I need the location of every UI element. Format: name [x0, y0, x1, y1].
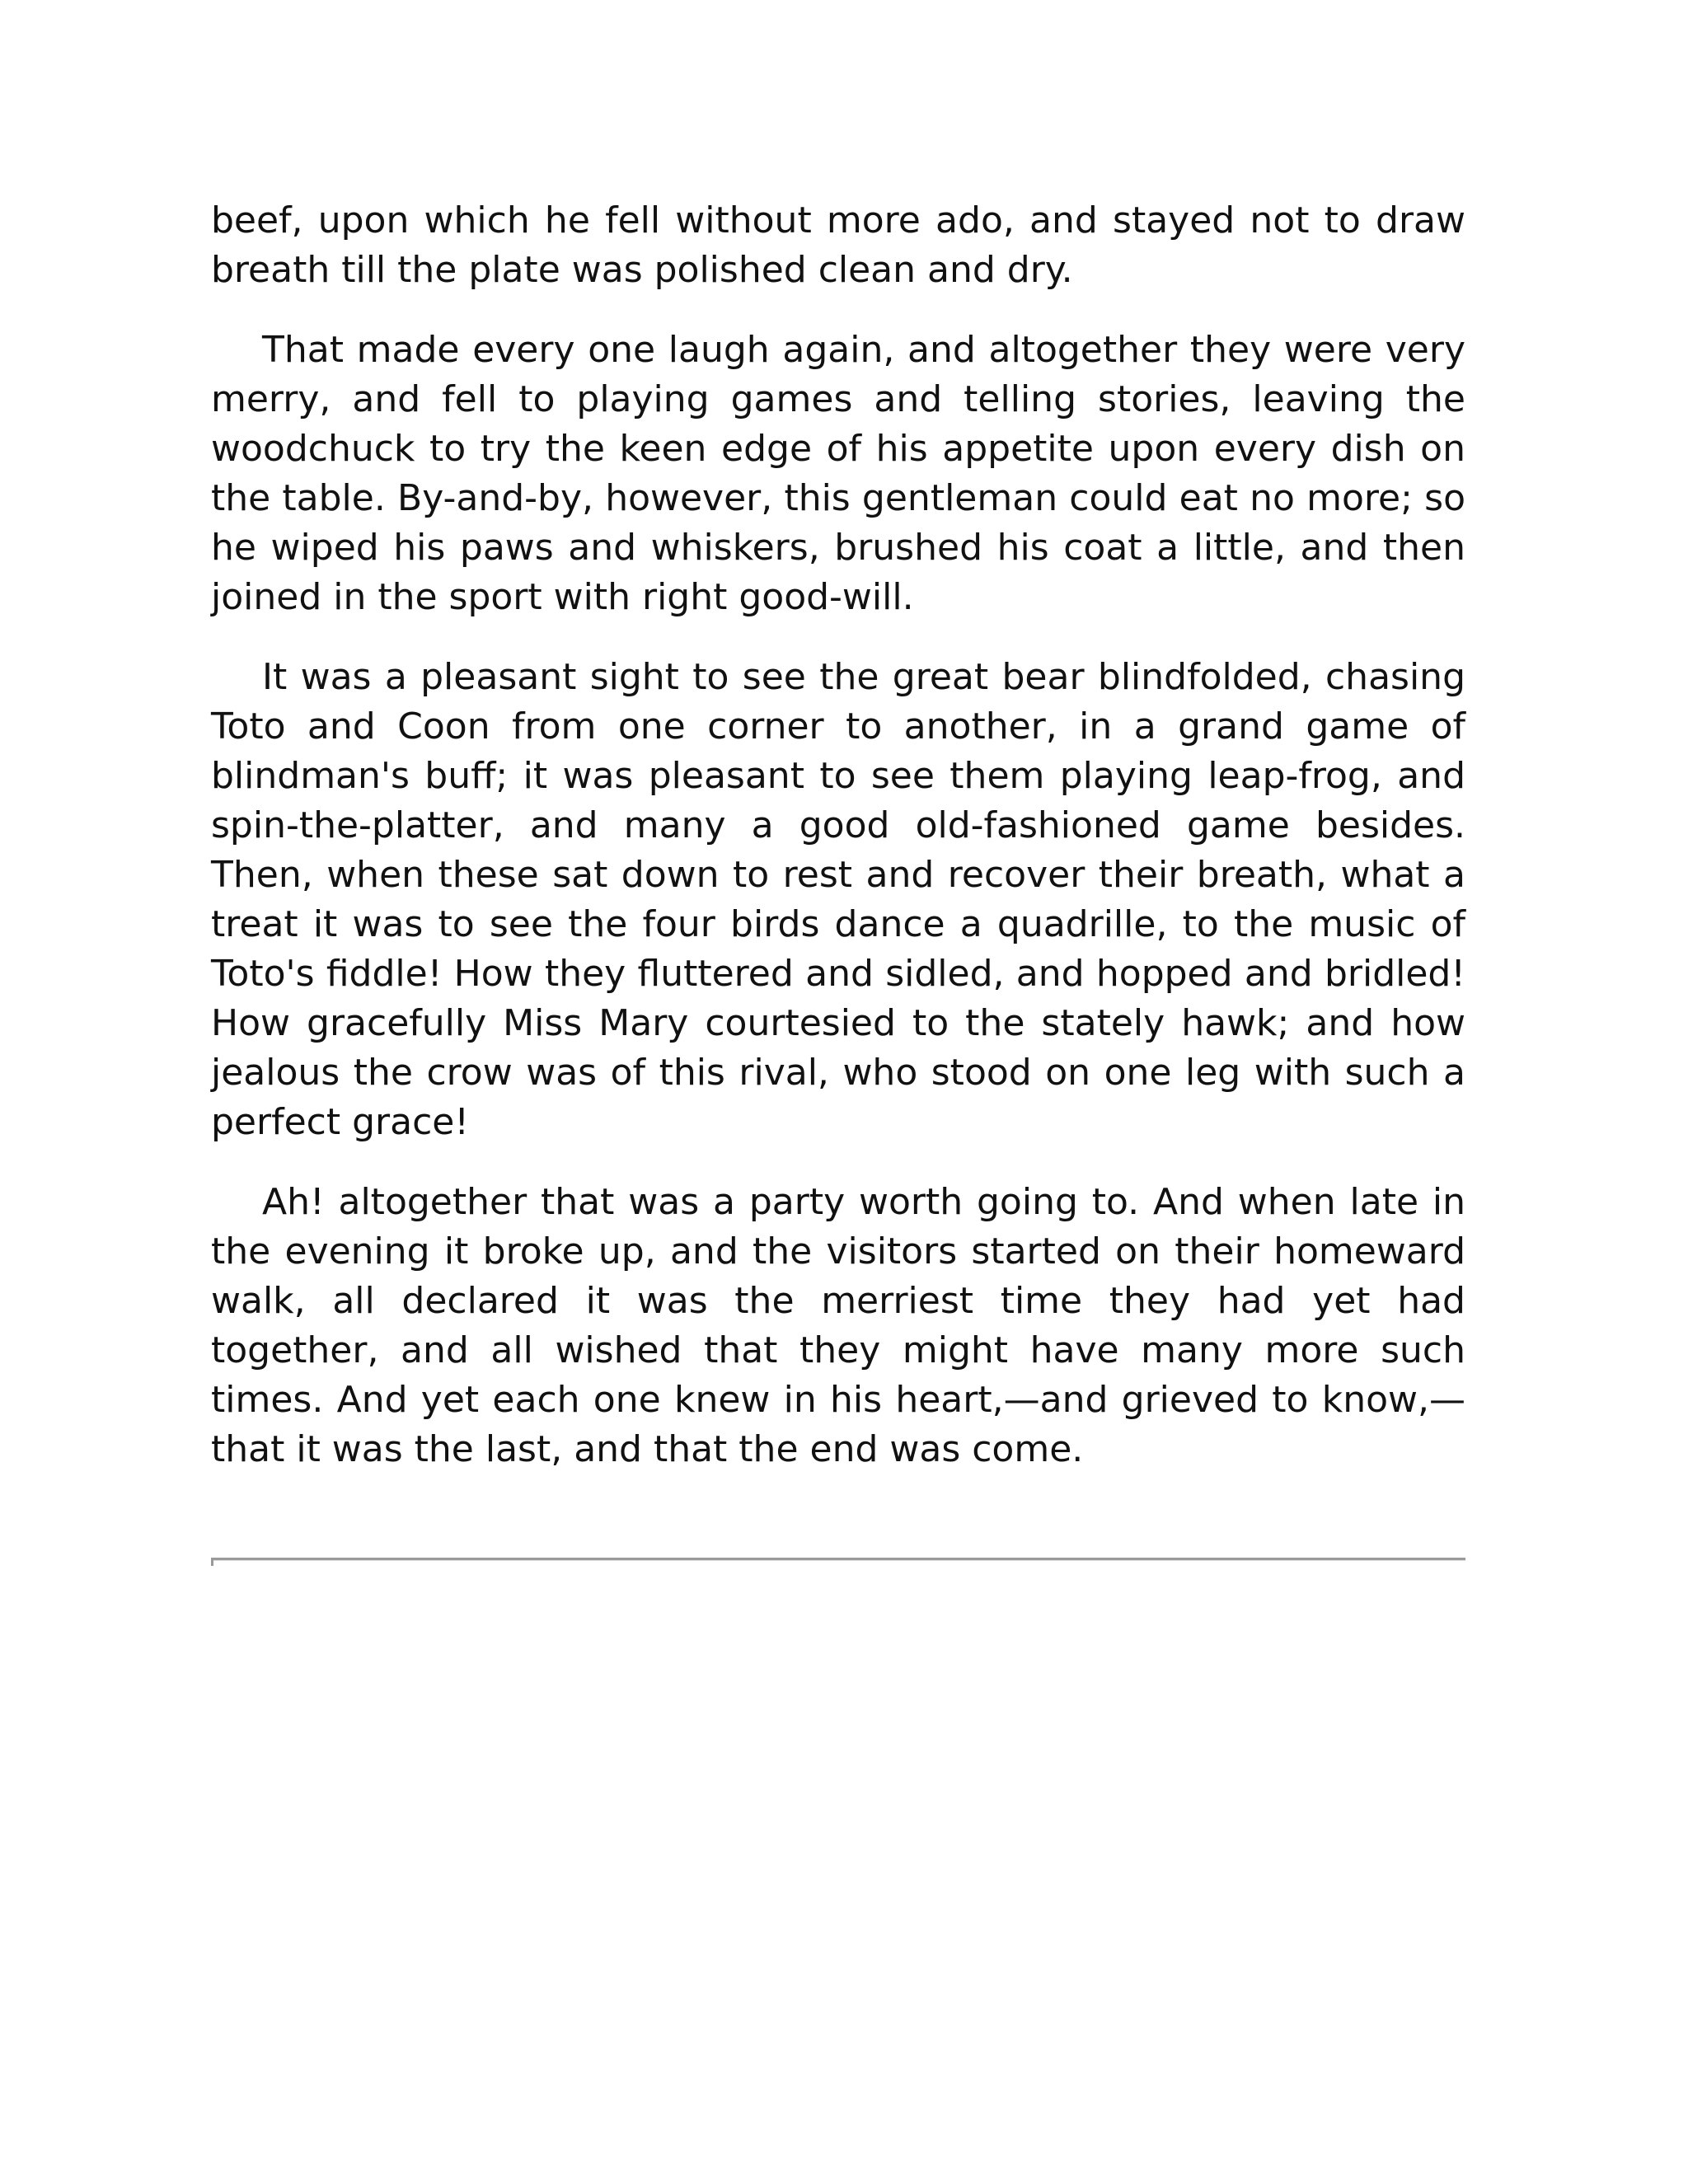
paragraph-2: That made every one laugh again, and altogether they were very merry, and fell to playing games and telling stories, leaving the woodchuck to try the keen edge of his appetite upon every dish on the table. By-and-by, however, this gentleman could eat no more; so he wiped his paws and whiskers, brushed his coat a little, and then joined in the sport with right good-will. — [211, 329, 1465, 618]
paragraph-3: It was a pleasant sight to see the great bear blindfolded, chasing Toto and Coon from one corner to another, in a grand game of blindman's buff; it was pleasant to see them playing leap-frog, and spin-the-platter, and many a good old-fashioned game besides. Then, when these sat down to rest and recover their breath, what a treat it was to see the four birds dance a quadrille, to the music of Toto's fiddle! How they fluttered and sidled, and hopped and bridled! How gracefully Miss Mary courtesied to the stately hawk; and how jealous the crow was of this rival, who stood on one leg with such a perfect grace! — [211, 656, 1465, 1143]
horizontal-rule — [211, 1558, 1465, 1561]
paragraph-4: Ah! altogether that was a party worth going to. And when late in the evening it broke up, and the visitors started on their homeward walk, all declared it was the merriest time they had yet had together, and all wished that they might have many more such times. And yet each one knew in his heart,—and grieved to know,—that it was the last, and that the end was come. — [211, 1181, 1465, 1470]
paragraph-1: beef, upon which he fell without more ado, and stayed not to draw breath till the plate was polished clean and dry. — [211, 199, 1465, 291]
body-text — [211, 196, 1465, 1505]
